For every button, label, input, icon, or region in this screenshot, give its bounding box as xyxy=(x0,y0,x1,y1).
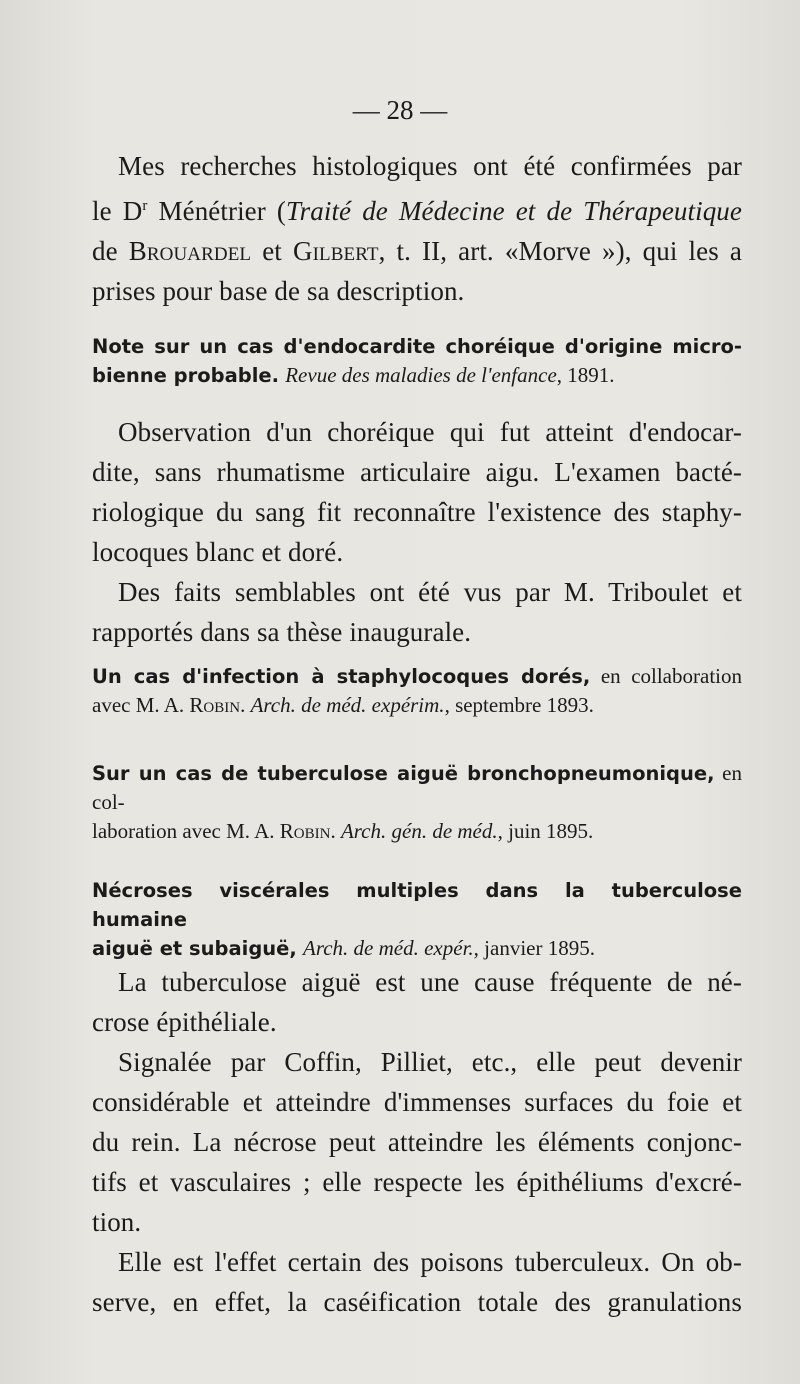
reference-endocardite xyxy=(92,332,742,390)
reference-line: bienne probable. Revue des maladies de l'enfance, 1891. xyxy=(92,363,615,387)
reference-title-line: Note sur un cas d'endocardite choréique d'origine micro- xyxy=(92,335,742,358)
paragraph-observation xyxy=(92,412,742,652)
reference-staphylocoques xyxy=(92,662,742,720)
text-line: de Brouardel et Gilbert, t. II, art. «Morve »), qui les a xyxy=(92,236,742,266)
reference-line: laboration avec M. A. Robin. Arch. gén. de méd., juin 1895. xyxy=(92,819,594,843)
text-line: Observation d'un choréique qui fut atteint d'endocar- xyxy=(118,417,742,447)
reference-necroses xyxy=(92,876,742,963)
reference-title-line: Sur un cas de tuberculose aiguë bronchopneumonique, en col- xyxy=(92,761,742,814)
text-line: La tuberculose aiguë est une cause fréquente de né- xyxy=(118,967,742,997)
text-line: serve, en effet, la caséification totale des granulations xyxy=(92,1287,742,1317)
page-number: — 28 — xyxy=(352,95,448,125)
text-line: locoques blanc et doré. xyxy=(92,537,344,567)
reference-line: avec M. A. Robin. Arch. de méd. expérim., septembre 1893. xyxy=(92,693,594,717)
paragraph-tuberculose xyxy=(92,962,742,1322)
reference-line: aiguë et subaiguë, Arch. de méd. expér., janvier 1895. xyxy=(92,936,595,960)
text-line: Elle est l'effet certain des poisons tuberculeux. On ob- xyxy=(118,1247,742,1277)
text-line: riologique du sang fit reconnaître l'existence des staphy- xyxy=(92,497,742,527)
text-line: rapportés dans sa thèse inaugurale. xyxy=(92,617,472,647)
text-line: du rein. La nécrose peut atteindre les éléments conjonc- xyxy=(92,1127,742,1157)
text-line: dite, sans rhumatisme articulaire aigu. L'examen bacté- xyxy=(92,457,742,487)
text-line: Mes recherches histologiques ont été confirmées par xyxy=(118,151,742,181)
text-line: tifs et vasculaires ; elle respecte les épithéliums d'excré- xyxy=(92,1167,742,1197)
reference-tuberculose-bronchopneumonique xyxy=(92,759,742,846)
text-line: le $D^r$ Ménétrier (Traité de Médecine et de Thérapeutique xyxy=(92,196,742,226)
paragraph-menetrier xyxy=(92,146,742,311)
reference-title-line: Un cas d'infection à staphylocoques dorés, en collaboration xyxy=(92,664,742,688)
text-line: Des faits semblables ont été vus par M. Triboulet et xyxy=(118,577,742,607)
text-line: crose épithéliale. xyxy=(92,1007,277,1037)
text-line: prises pour base de sa description. xyxy=(92,276,465,306)
text-line: tion. xyxy=(92,1207,142,1237)
text-line: Signalée par Coffin, Pilliet, etc., elle peut devenir xyxy=(118,1047,742,1077)
text-line: considérable et atteindre d'immenses surfaces du foie et xyxy=(92,1087,742,1117)
reference-title-line: Nécroses viscérales multiples dans la tuberculose humaine xyxy=(92,879,742,931)
